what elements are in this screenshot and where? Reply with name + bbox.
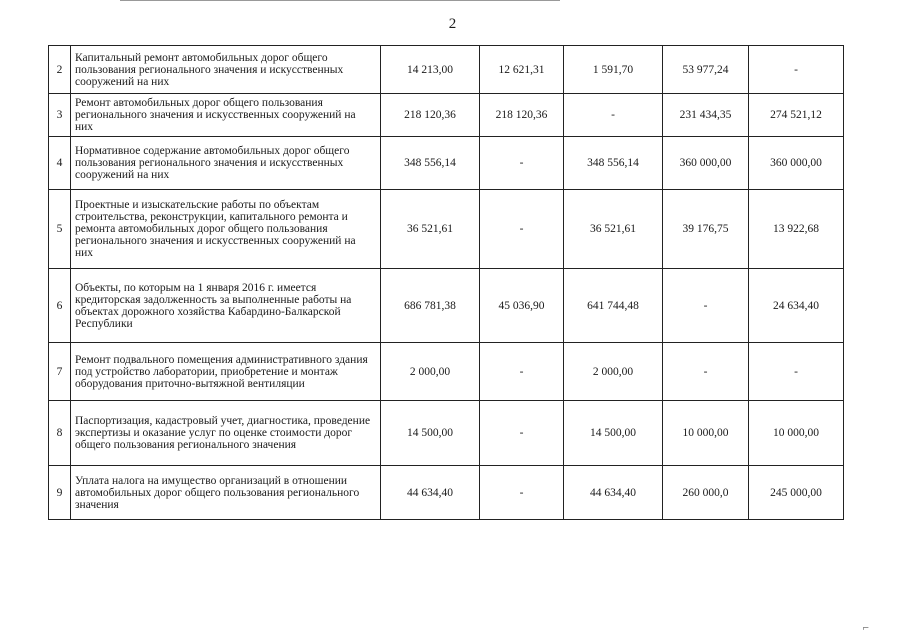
table-row [49, 137, 844, 190]
row-description: Уплата налога на имущество организаций в отношении автомобильных дорог общего пользования регионального значения [71, 466, 381, 520]
cell-value: 360 000,00 [749, 137, 844, 190]
cell-value: 12 621,31 [480, 46, 564, 94]
row-number: 5 [49, 190, 71, 269]
row-number: 3 [49, 94, 71, 137]
cell-value: 39 176,75 [663, 190, 749, 269]
table-row [49, 343, 844, 401]
cell-value: 10 000,00 [749, 401, 844, 466]
table-row [49, 190, 844, 269]
cell-value: 14 500,00 [381, 401, 480, 466]
row-description: Нормативное содержание автомобильных дорог общего пользования регионального значения и искусственных сооружений на них [71, 137, 381, 190]
cell-value: 2 000,00 [564, 343, 663, 401]
row-description: Капитальный ремонт автомобильных дорог общего пользования регионального значения и искусственных сооружений на них [71, 46, 381, 94]
cell-value: 245 000,00 [749, 466, 844, 520]
cell-value: 2 000,00 [381, 343, 480, 401]
cell-value: 218 120,36 [480, 94, 564, 137]
cell-value: 13 922,68 [749, 190, 844, 269]
cell-value: - [480, 343, 564, 401]
cell-value: 10 000,00 [663, 401, 749, 466]
cell-value: - [480, 190, 564, 269]
table-row [49, 466, 844, 520]
cell-value: 686 781,38 [381, 269, 480, 343]
row-description: Ремонт автомобильных дорог общего пользования регионального значения и искусственных сооружений на них [71, 94, 381, 137]
cell-value: 274 521,12 [749, 94, 844, 137]
cell-value: 24 634,40 [749, 269, 844, 343]
top-scan-rule [120, 0, 560, 3]
table-row [49, 401, 844, 466]
table-row [49, 94, 844, 137]
table-row [49, 269, 844, 343]
row-number: 9 [49, 466, 71, 520]
scan-corner-mark: ⌐ [862, 622, 869, 634]
budget-table [48, 45, 844, 520]
cell-value: - [663, 269, 749, 343]
cell-value: - [663, 343, 749, 401]
page-number: 2 [448, 16, 457, 32]
cell-value: - [480, 466, 564, 520]
row-number: 7 [49, 343, 71, 401]
cell-value: 36 521,61 [564, 190, 663, 269]
table-row [49, 46, 844, 94]
row-description: Проектные и изыскательские работы по объектам строительства, реконструкции, капитального ремонта и ремонта автомобильных дорог общего пользования регионального значения и искусственных сооружений на них [71, 190, 381, 269]
cell-value: 218 120,36 [381, 94, 480, 137]
cell-value: - [480, 137, 564, 190]
cell-value: - [749, 343, 844, 401]
cell-value: 348 556,14 [381, 137, 480, 190]
cell-value: 53 977,24 [663, 46, 749, 94]
cell-value: 44 634,40 [381, 466, 480, 520]
cell-value: 231 434,35 [663, 94, 749, 137]
cell-value: 348 556,14 [564, 137, 663, 190]
cell-value: 44 634,40 [564, 466, 663, 520]
cell-value: - [564, 94, 663, 137]
row-description: Ремонт подвального помещения административного здания под устройство лаборатории, приобретение и монтаж оборудования приточно-вытяжной вентиляции [71, 343, 381, 401]
row-description: Объекты, по которым на 1 января 2016 г. имеется кредиторская задолженность за выполненные работы на объектах дорожного хозяйства Кабардино-Балкарской Республики [71, 269, 381, 343]
cell-value: 260 000,0 [663, 466, 749, 520]
cell-value: - [749, 46, 844, 94]
cell-value: 14 213,00 [381, 46, 480, 94]
cell-value: 1 591,70 [564, 46, 663, 94]
cell-value: - [480, 401, 564, 466]
row-number: 4 [49, 137, 71, 190]
row-number: 8 [49, 401, 71, 466]
cell-value: 45 036,90 [480, 269, 564, 343]
row-number: 2 [49, 46, 71, 94]
row-description: Паспортизация, кадастровый учет, диагностика, проведение экспертизы и оказание услуг по оценке стоимости дорог общего пользования регионального значения [71, 401, 381, 466]
row-number: 6 [49, 269, 71, 343]
cell-value: 14 500,00 [564, 401, 663, 466]
cell-value: 641 744,48 [564, 269, 663, 343]
cell-value: 360 000,00 [663, 137, 749, 190]
cell-value: 36 521,61 [381, 190, 480, 269]
